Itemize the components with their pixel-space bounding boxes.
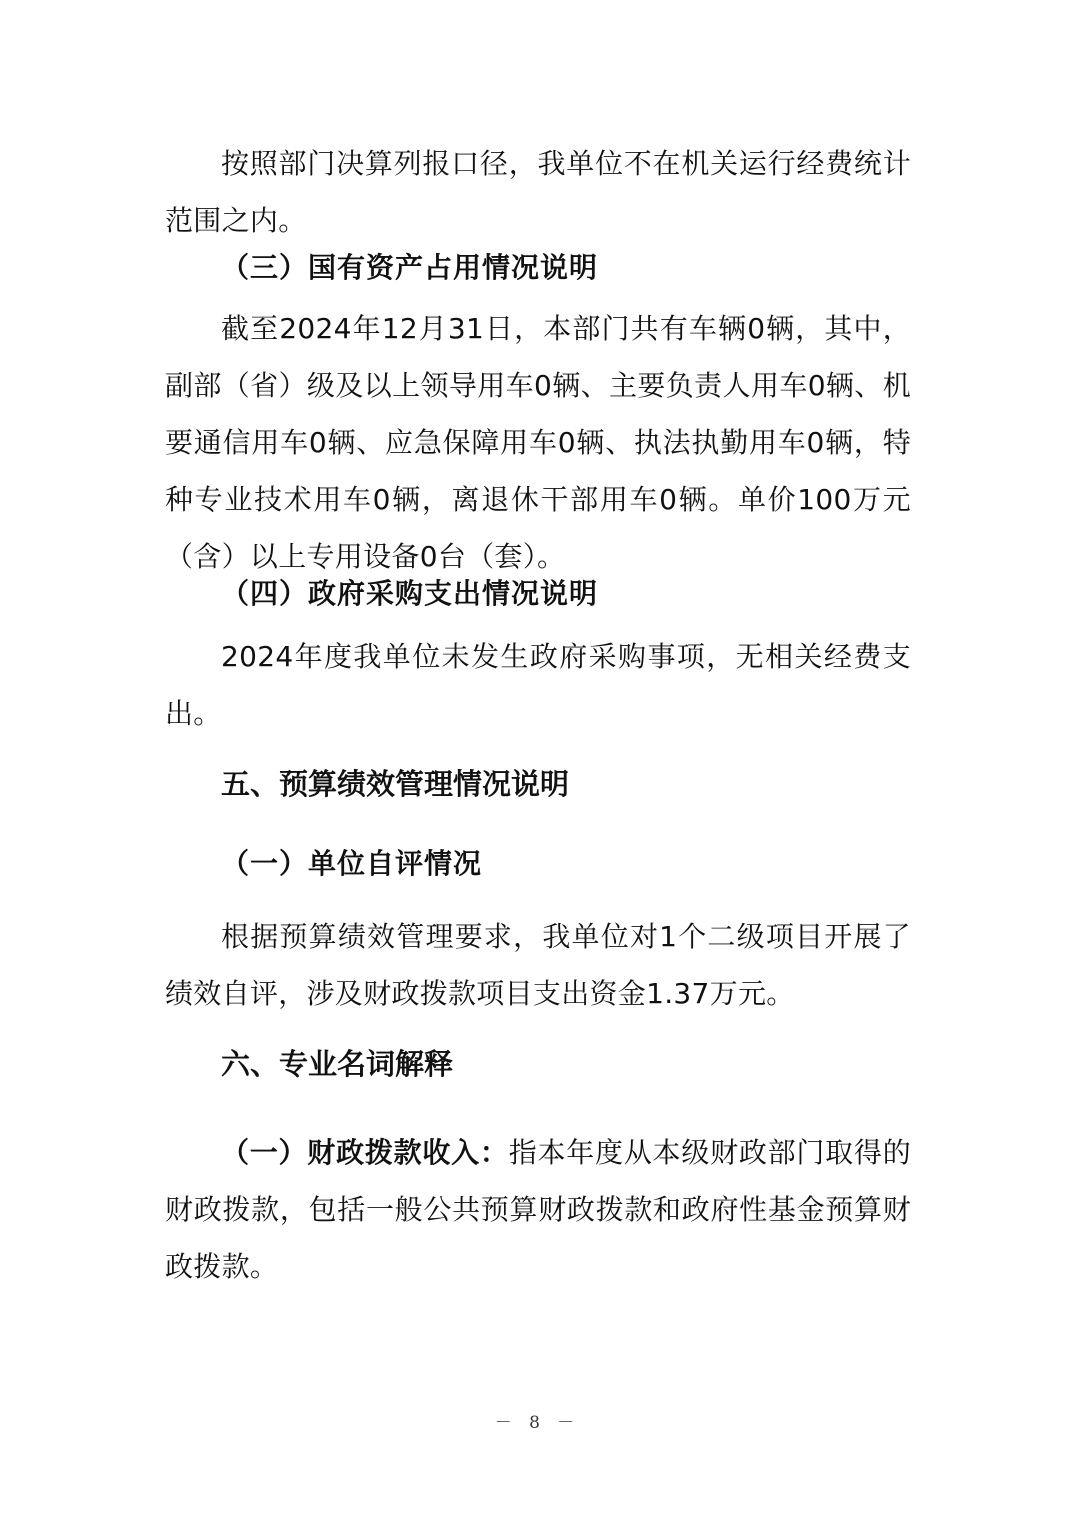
heading-self-evaluation: （一）单位自评情况 — [221, 847, 483, 880]
paragraph-term-fiscal-revenue — [165, 1124, 911, 1295]
paragraph-procurement: 2024年度我单位未发生政府采购事项，无相关经费支出。 — [165, 640, 911, 730]
term-definition: 指本年度从本级财政部门取得的财政拨款，包括一般公共预算财政拨款和政府性基金预算财政拨款。 — [165, 1136, 911, 1283]
heading-section-6: 六、专业名词解释 — [221, 1047, 454, 1081]
heading-state-assets: （三）国有资产占用情况说明 — [221, 251, 599, 284]
term-label: （一）财政拨款收入： — [221, 1136, 509, 1169]
heading-section-5: 五、预算绩效管理情况说明 — [221, 767, 570, 801]
paragraph-state-assets: 截至2024年12月31日，本部门共有车辆0辆，其中，副部（省）级及以上领导用车0辆、主要负责人用车0辆、机要通信用车0辆、应急保障用车0辆、执法执勤用车0辆，特种专业技术用车0辆，离退休干部用车0辆。单价100万元（含）以上专用设备0台（套）。 — [165, 312, 911, 573]
paragraph-self-evaluation: 根据预算绩效管理要求，我单位对1个二级项目开展了绩效自评，涉及财政拨款项目支出资金1.37万元。 — [165, 920, 911, 1010]
paragraph-operating-costs: 按照部门决算列报口径，我单位不在机关运行经费统计范围之内。 — [165, 147, 911, 237]
page-number: － 8 － — [494, 1413, 581, 1433]
heading-procurement: （四）政府采购支出情况说明 — [221, 577, 599, 610]
